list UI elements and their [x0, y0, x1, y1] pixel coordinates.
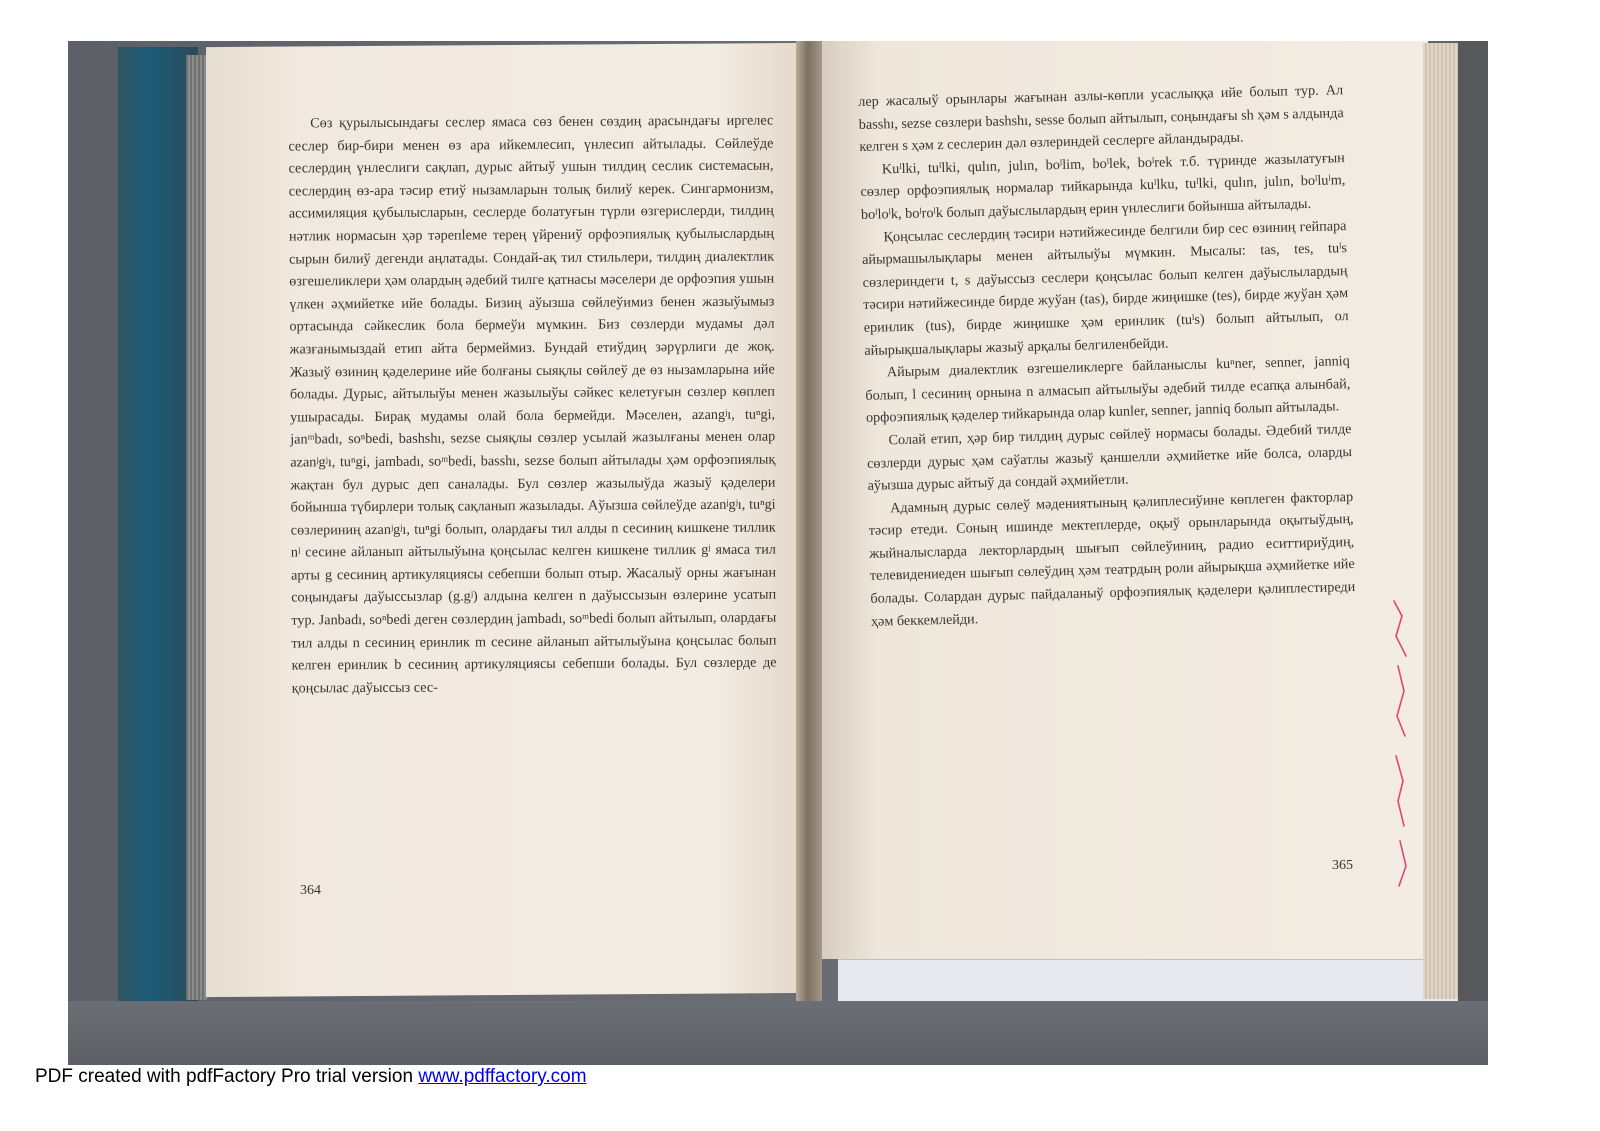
red-pen-mark — [1388, 596, 1418, 896]
right-paragraph: Солай етип, ҳәр бир тилдиң дурыс сөйлеў нормасы болады. Әдебий тилде сөзлерди дурыс ҳәм саўатлы жазыў қаншелли әҳмийетке ийе болса, оларды аўызша дурыс айтыў да сондай әҳмийетли. — [866, 420, 1353, 494]
left-page-number: 364 — [300, 883, 321, 898]
right-paragraph: Айырым диалектлик өзгешеликлерге байланыслы kuⁿner, senner, janniq болып, l сесиниң орнына n алмасып айтылыўы әдебий тилде есапқа алынбай, орфоэпиялық қәделер тийкарында олар kunler, senner, janniq болып айтылады. — [865, 353, 1351, 427]
left-page-text — [288, 110, 777, 700]
right-paragraph: Kuˡlki, tuˡlki, qulın, julın, boˡlim, boˡlek, boˡrek т.б. түринде жазылатуғын сөзлер орфоэпиялық нормалар тийкарында kuˡlku, tuˡlki, qulın, julın, boˡluˡm, boˡloˡk, boˡroˡk болып даўыслылардың ерин үнлеслиги бойынша айтылады. — [860, 149, 1346, 223]
page-edges-left — [186, 55, 208, 1000]
right-page-text — [858, 79, 1356, 633]
right-paragraph: лер жасалыў орынлары жағынан азлы-көпли усаслыққа ийе болып тур. Ал basshı, sezse сөзлери bashshı, sesse болып айтылып, соңындағы sh ҳәм s алдында келген s ҳәм z сеслерин дәл өзлериндей сеслерге айландырады. — [858, 82, 1344, 156]
scan-background-right — [1458, 41, 1488, 1065]
pdf-footer — [35, 1066, 587, 1088]
scan-background-bottom — [68, 1001, 1488, 1065]
right-paragraph: Адамның дурыс сөлеў мәдениятының қәлиплесиўине көплеген факторлар тәсир етеди. Соның ишинде мектеплерде, оқыў орынларында оқытыўдың, жыйналысларда лекторлардың шығып сөйлеўиниң, радио еситтириўдиң, телевидениеден шығып сөлеўдиң ҳәм театрдың роли айырықша әҳмийетке ийе болады. Солардан дурыс пайдаланыў орфоэпиялық қәделери қәлиплестиреди ҳәм беккемлейди. — [868, 488, 1356, 630]
footer-text: PDF created with pdfFactory Pro trial version — [35, 1066, 419, 1087]
book-gutter — [796, 41, 822, 1001]
right-paragraph: Қоңсылас сеслердиң тәсири нәтийжесинде белгили бир сес өзиниң гейпара айырмашылықлары менен айтылыўы мүмкин. Мысалы: tas, tes, tuˡs сөзлериндеги t, s даўыссыз сеслери қоңсылас болып келген даўыслылардың тәсири нәтийжесинде бирде жуўан (tas), бирде жиңишке (tes), бирде жуўан ҳәм еринлик (tus), бирде жиңишке ҳәм еринлик (tuˡs) болып айтылып, ол айырықшалықлары жазыў арқалы белгиленбейди. — [861, 217, 1349, 359]
right-page-number: 365 — [1332, 858, 1353, 873]
pdffactory-link[interactable]: www.pdffactory.com — [418, 1066, 587, 1087]
left-paragraph: Сөз қурылысындағы сеслер ямаса сөз бенен сөздиң арасындағы иргелес сеслер бир-бири менен өз ара ийкемлесип, үнлесип айтылады. Сөйлеўде сеслердиң үнлеслиги сақлап, дурыс айтыў ушын тилдиң сеслик системасын, сеслердиң өз-ара тәсир етиў нызамларын толық билиў керек. Сингармонизм, ассимиляция қубылысларын, сеслерде болатуғын түрли өзгерислерди, тилдиң нәтлик нормасын ҳәр тәрепleме терең үйрениў орфоэпиялық қубылыслардың сырын билиў дегенди аңлатады. Сондай-ақ тил стильлери, тилдиң диалектлик өзгешеликлери ҳәм олардың әдебий тилге қатнасы мәселери де орфоэпия ушын үлкен әҳмийетке ийе болады. Бизиң аўызша сөйлеўимиз бенен жазыўымыз ортасында сәйкеслик бола бермеўи мүмкин. Биз сөзлерди мудамы дәл жазғанымыздай етип айта бермеймиз. Бундай етиўдиң зәрүрлиги де жоқ. Жазыў өзиниң қәделерине ийе болғаны сыяқлы сөйлеў де өз нызамларына ийе болады. Дурыс, айтылыўы менен жазылыўы сәйкес келетуғын сөзлер көплеп ушырасады. Бирақ мудамы олай бола бермейди. Мәселен, azangʲı, tuⁿgi, janᵐbadı, soⁿbedi, bashshı, sezse сыяқлы сөзлер усылай жазылғаны менен олар azanʲgʲı, tuⁿgi, jambadı, soᵐbedi, basshı, sezse болып айтылады ҳәм орфоэпиялық жақтан бул дурыс деп саналады. Бул сөзлер жазылыўда жазыў қәделери бойынша түбирлери толық сақланып жазылады. Аўызша сөйлеўде azanʲgʲı, tuⁿgi сөзлериниң azanʲgʲı, tuⁿgi болып, олардағы тил алды n сесиниң кишкене тиллик nʲ сесине айланып айтылыўына қоңсылас келген кишкене тиллик gʲ ямаса тил арты g сесиниң артикуляциясы себепши болып отыр. Жасалыў орны жағынан соңындағы даўыссызлар (g.gʲ) алдына келген n даўыссызын өзлерине усатып тур. Janbadı, soⁿbedi деген сөзлердиң jambadı, soᵐbedi болып айтылып, олардағы тил алды n сесиниң еринлик m сесине айланып айтылыўына қоңсылас болып келген еринлик b сесиниң артикуляциясы себепши болады. Бул сөзлерде де қоңсылас даўыссыз сес- — [288, 112, 777, 697]
scanned-book-image — [68, 41, 1488, 1065]
page-edges-right — [1423, 43, 1463, 999]
